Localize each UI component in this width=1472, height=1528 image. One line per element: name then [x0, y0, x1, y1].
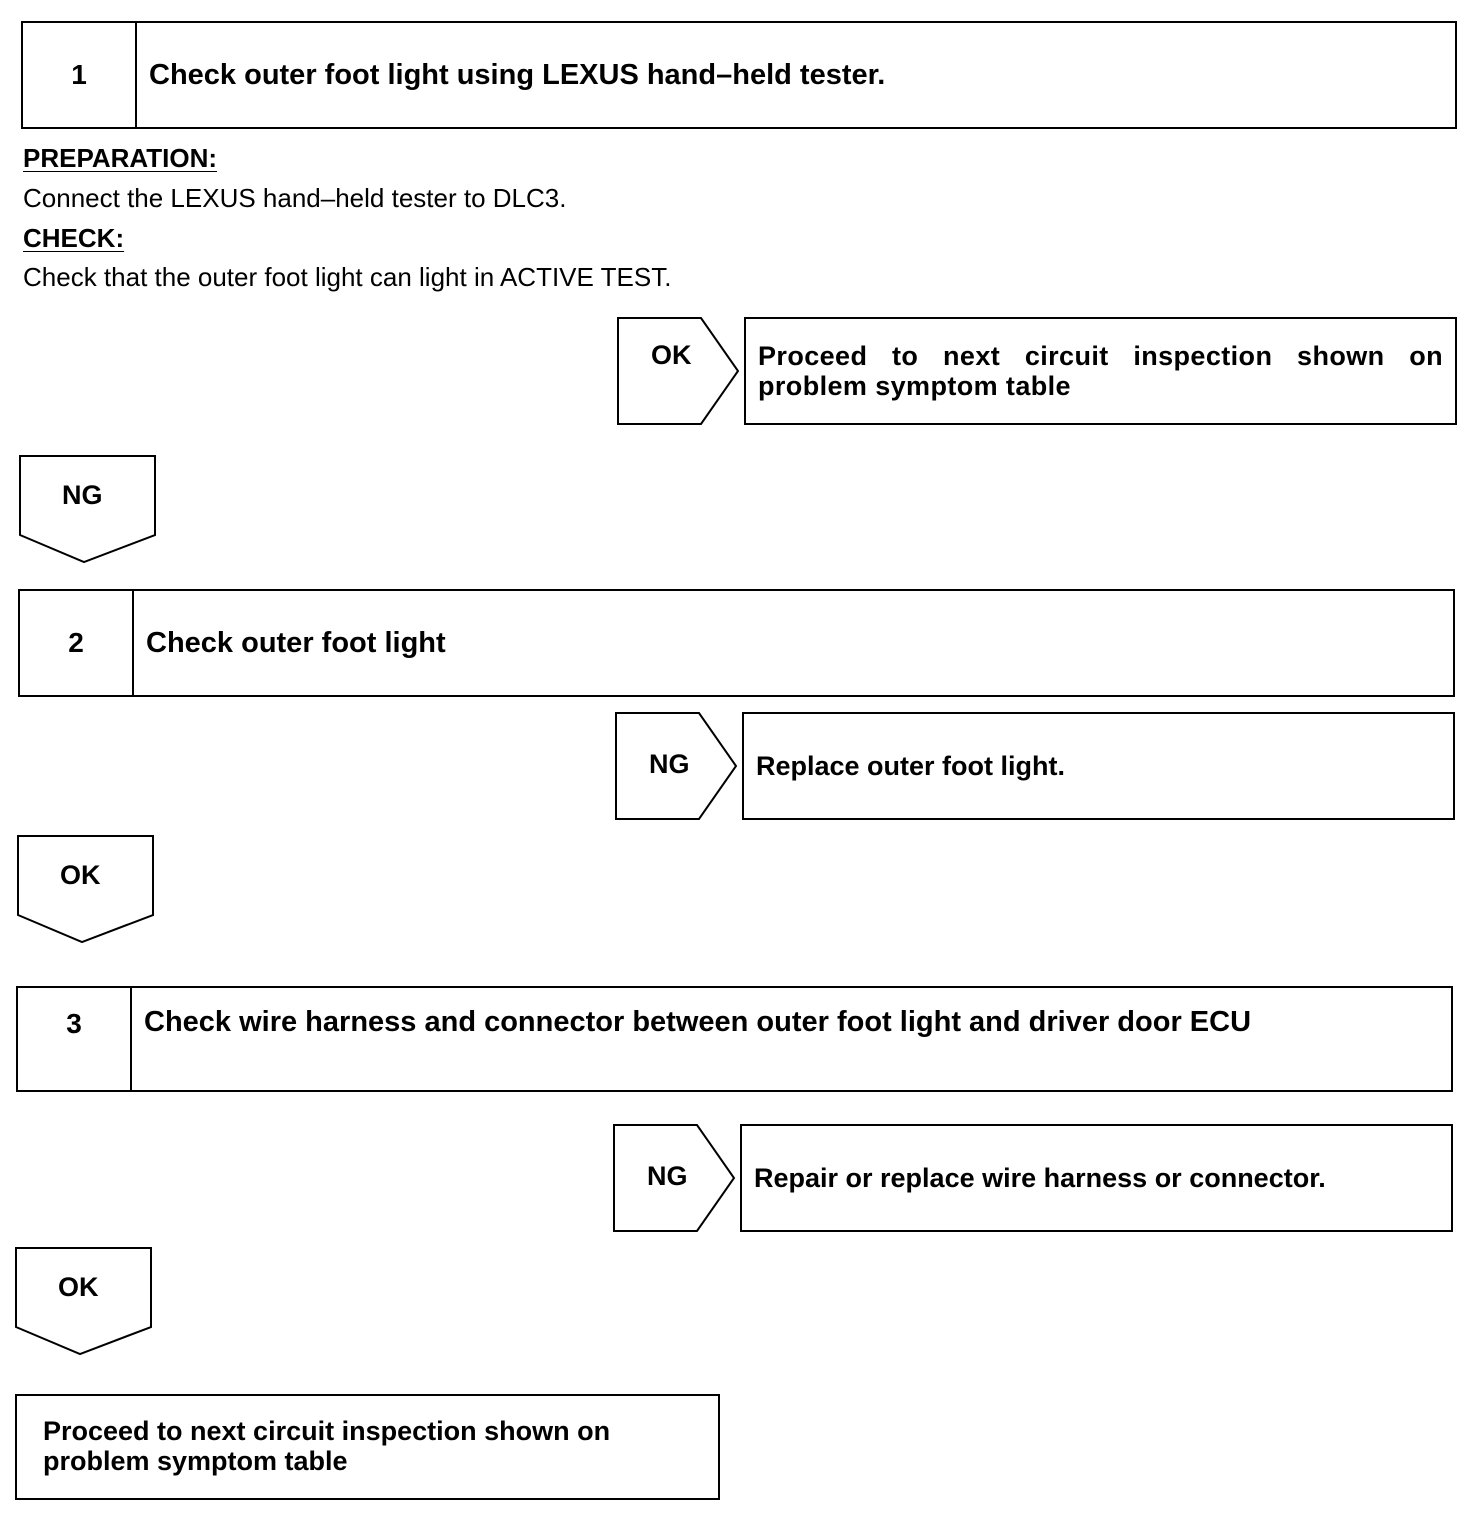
- final-result-line-2: problem symptom table: [43, 1446, 348, 1476]
- step-1-box: [21, 21, 1457, 129]
- step-1-ng-label: NG: [62, 480, 103, 510]
- step-2-ok-label: OK: [60, 860, 101, 890]
- final-result-line-1: Proceed to next circuit inspection shown on: [43, 1416, 611, 1446]
- step-2-ng-label: NG: [649, 749, 690, 779]
- step-1-ok-arrow: [617, 317, 741, 425]
- final-result-box: [15, 1394, 720, 1500]
- step-3-ok-label: OK: [58, 1272, 99, 1302]
- step-3-box: [16, 986, 1453, 1092]
- step-1-ok-result-text: Proceed to next circuit inspection shown on problem symptom table: [758, 341, 1443, 401]
- preparation-text: Connect the LEXUS hand–held tester to DLC3.: [23, 183, 567, 213]
- step-1-ok-label: OK: [651, 340, 692, 370]
- step-3-title: Check wire harness and connector between outer foot light and driver door ECU: [144, 1006, 1252, 1038]
- step-1-ng-arrow: [19, 455, 157, 565]
- step-3-ng-label: NG: [647, 1161, 688, 1191]
- step-2-ng-result-text: Replace outer foot light.: [756, 751, 1066, 781]
- step-1-ok-result: [744, 317, 1457, 425]
- preparation-heading: PREPARATION:: [23, 143, 218, 173]
- step-2-ok-arrow: [17, 835, 155, 945]
- step-3-ng-arrow: [613, 1124, 737, 1232]
- step-3-ok-arrow: [15, 1247, 153, 1357]
- step-3-number: 3: [18, 988, 132, 1090]
- step-2-ng-arrow: [615, 712, 739, 820]
- step-2-title: Check outer foot light: [146, 626, 446, 659]
- check-text: Check that the outer foot light can light in ACTIVE TEST.: [23, 262, 672, 292]
- step-1-number: 1: [23, 23, 137, 127]
- right-arrow-shape: [617, 317, 741, 425]
- step-3-ng-result: [740, 1124, 1453, 1232]
- check-heading: CHECK:: [23, 223, 125, 253]
- step-1-title: Check outer foot light using LEXUS hand–held tester.: [149, 58, 886, 91]
- step-2-number: 2: [20, 591, 134, 695]
- step-3-ng-result-text: Repair or replace wire harness or connector.: [754, 1163, 1326, 1193]
- step-2-box: [18, 589, 1455, 697]
- step-2-ng-result: [742, 712, 1455, 820]
